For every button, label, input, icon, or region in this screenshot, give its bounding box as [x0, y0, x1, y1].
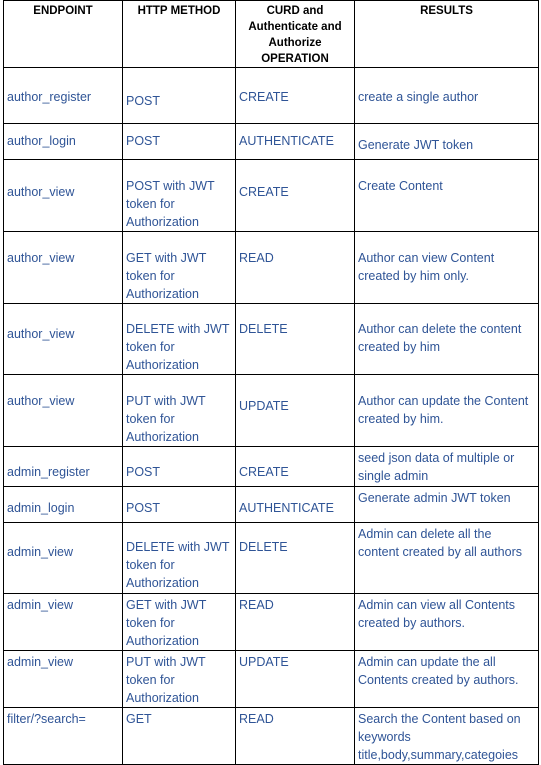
method-cell: GET — [123, 708, 236, 765]
operation-cell: AUTHENTICATE — [236, 124, 355, 160]
method-cell: DELETE with JWT token for Authorization — [123, 304, 236, 375]
table-row — [4, 523, 539, 594]
result-cell: Author can update the Content created by him. — [355, 375, 539, 447]
endpoint-cell: author_view — [4, 304, 123, 375]
table-row — [4, 124, 539, 160]
result-cell: Author can view Content created by him only. — [355, 232, 539, 304]
operation-cell: CREATE — [236, 160, 355, 232]
table-row — [4, 594, 539, 651]
table-row — [4, 375, 539, 447]
table-row — [4, 232, 539, 304]
operation-cell: READ — [236, 232, 355, 304]
endpoints-table — [3, 0, 539, 765]
operation-cell: UPDATE — [236, 651, 355, 708]
header-operation: CURD and Authenticate and Authorize OPERATION — [236, 1, 355, 68]
endpoint-cell: admin_login — [4, 487, 123, 523]
endpoint-cell: admin_view — [4, 651, 123, 708]
table-row — [4, 447, 539, 487]
operation-cell: DELETE — [236, 523, 355, 594]
method-cell: POST — [123, 487, 236, 523]
result-cell: Admin can delete all the content created by all authors — [355, 523, 539, 594]
table-row — [4, 487, 539, 523]
result-cell: Author can delete the content created by him — [355, 304, 539, 375]
result-cell: seed json data of multiple or single admin — [355, 447, 539, 487]
header-results: RESULTS — [355, 1, 539, 68]
endpoint-cell: author_login — [4, 124, 123, 160]
table-row — [4, 304, 539, 375]
endpoint-cell: admin_view — [4, 523, 123, 594]
method-cell: POST with JWT token for Authorization — [123, 160, 236, 232]
operation-cell: AUTHENTICATE — [236, 487, 355, 523]
endpoint-cell: filter/?search= — [4, 708, 123, 765]
method-cell: GET with JWT token for Authorization — [123, 594, 236, 651]
operation-cell: READ — [236, 594, 355, 651]
endpoint-cell: author_view — [4, 232, 123, 304]
table-row — [4, 651, 539, 708]
endpoint-cell: author_register — [4, 68, 123, 124]
header-http-method: HTTP METHOD — [123, 1, 236, 68]
method-cell: POST — [123, 68, 236, 124]
method-cell: POST — [123, 124, 236, 160]
header-row — [4, 1, 539, 68]
method-cell: DELETE with JWT token for Authorization — [123, 523, 236, 594]
result-cell: Generate admin JWT token — [355, 487, 539, 523]
operation-cell: UPDATE — [236, 375, 355, 447]
result-cell: create a single author — [355, 68, 539, 124]
result-cell: Create Content — [355, 160, 539, 232]
result-cell: Generate JWT token — [355, 124, 539, 160]
result-cell: Admin can update the all Contents created by authors. — [355, 651, 539, 708]
result-cell: Search the Content based on keywords title,body,summary,categoies — [355, 708, 539, 765]
operation-cell: CREATE — [236, 68, 355, 124]
operation-cell: DELETE — [236, 304, 355, 375]
table-row — [4, 160, 539, 232]
endpoint-cell: admin_view — [4, 594, 123, 651]
table-row — [4, 708, 539, 765]
method-cell: PUT with JWT token for Authorization — [123, 375, 236, 447]
endpoint-cell: author_view — [4, 160, 123, 232]
endpoint-cell: author_view — [4, 375, 123, 447]
endpoint-cell: admin_register — [4, 447, 123, 487]
header-endpoint: ENDPOINT — [4, 1, 123, 68]
method-cell: POST — [123, 447, 236, 487]
operation-cell: CREATE — [236, 447, 355, 487]
method-cell: GET with JWT token for Authorization — [123, 232, 236, 304]
table-row — [4, 68, 539, 124]
method-cell: PUT with JWT token for Authorization — [123, 651, 236, 708]
result-cell: Admin can view all Contents created by authors. — [355, 594, 539, 651]
operation-cell: READ — [236, 708, 355, 765]
